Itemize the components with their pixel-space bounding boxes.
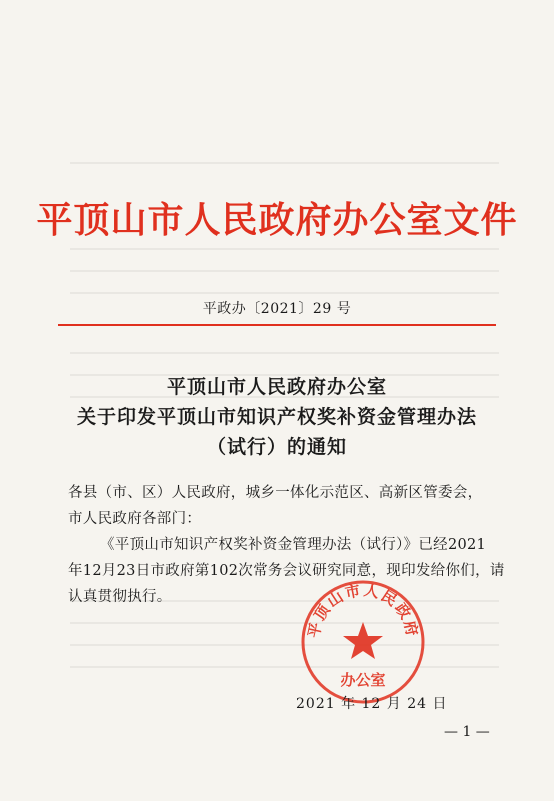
body-paragraph-line1: 《平顶山市知识产权奖补资金管理办法（试行）》已经2021: [100, 537, 487, 553]
red-divider: [58, 324, 496, 326]
issue-date: 2021 年 12 月 24 日: [296, 696, 448, 712]
body-paragraph-line3: 认真贯彻执行。: [68, 589, 172, 605]
notice-title-line3: （试行）的通知: [206, 436, 347, 458]
document-header-title: 平顶山市人民政府办公室文件: [36, 199, 518, 241]
addressee-line1: 各县（市、区）人民政府，城乡一体化示范区、高新区管委会，: [68, 485, 483, 501]
body-paragraph-line2: 年12月23日市政府第102次常务会议研究同意，现印发给你们，请: [68, 563, 505, 579]
seal-bottom-text: 办公室: [340, 671, 386, 689]
page-number: — 1 —: [444, 724, 490, 740]
official-seal-icon: [298, 577, 428, 707]
document-number: 平政办〔2021〕29 号: [202, 301, 352, 317]
notice-title-line1: 平顶山市人民政府办公室: [166, 376, 387, 398]
seal-arc-text: 平顶山市人民政府: [304, 581, 422, 640]
notice-title-line2: 关于印发平顶山市知识产权奖补资金管理办法: [76, 406, 477, 428]
addressee-line2: 市人民政府各部门：: [68, 511, 202, 527]
